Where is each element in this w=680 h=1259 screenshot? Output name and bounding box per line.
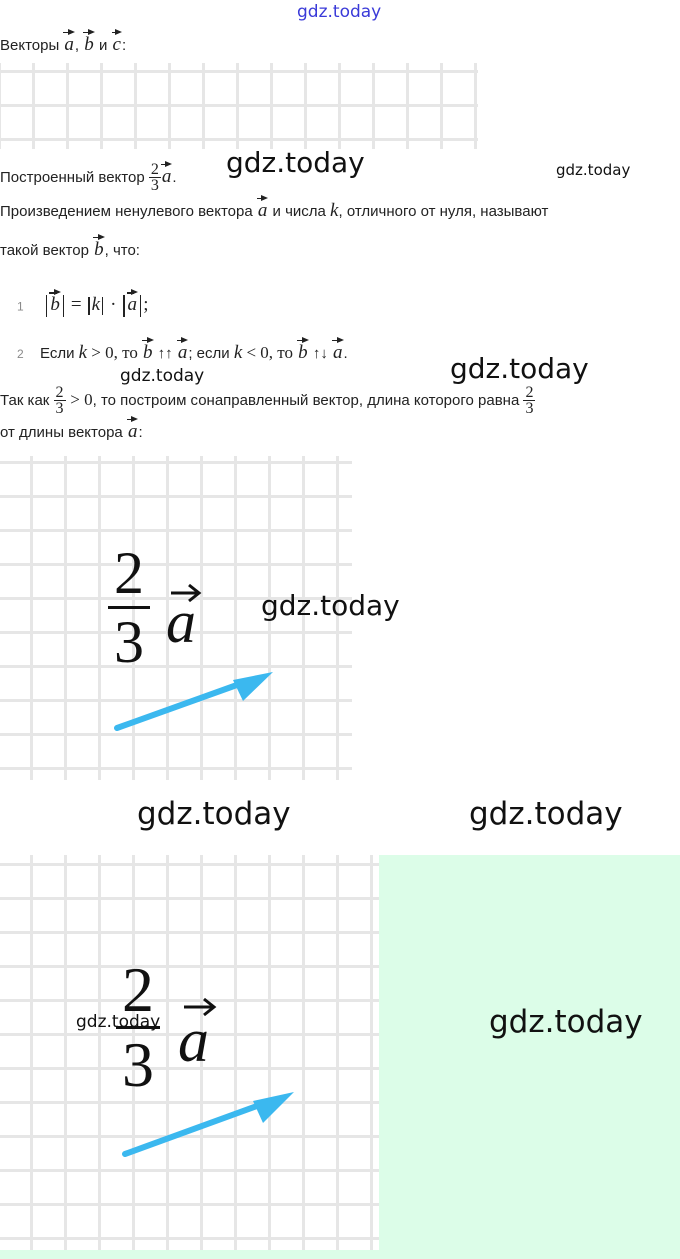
fraction-numerator: 2 xyxy=(525,384,534,401)
watermark: gdz.today xyxy=(137,796,291,832)
definition-text: , отличного от нуля, называют xyxy=(338,203,549,220)
watermark-top: gdz.today xyxy=(297,2,382,22)
fraction-numerator: 2 xyxy=(150,161,159,178)
vector-a: a xyxy=(177,342,188,363)
k-symbol: k xyxy=(78,342,88,363)
vector-a: a xyxy=(333,342,343,363)
watermark: gdz.today xyxy=(489,1004,643,1040)
period: . xyxy=(172,168,177,186)
vector-b: b xyxy=(94,239,104,260)
equals-sign: = xyxy=(70,294,82,316)
list-item xyxy=(17,295,149,317)
figure2-numerator: 2 xyxy=(116,954,160,1029)
fraction-denominator: 3 xyxy=(55,400,64,417)
greater-than-zero: > 0 xyxy=(70,389,93,409)
watermark: gdz.today xyxy=(226,146,365,179)
vector-b: b xyxy=(84,34,94,55)
k-symbol: k xyxy=(233,342,243,363)
definition-text: , что: xyxy=(104,242,140,259)
vector-a: a xyxy=(257,200,268,221)
watermark: gdz.today xyxy=(450,352,589,385)
watermark: gdz.today xyxy=(469,796,623,832)
period: . xyxy=(343,345,348,362)
colon: : xyxy=(138,424,143,441)
list-number: 2 xyxy=(17,347,24,361)
watermark: gdz.today xyxy=(556,161,631,179)
vector-a: a xyxy=(161,165,172,187)
since-text: , то построим сонаправленный вектор, длина которого равна xyxy=(92,391,520,409)
definition-text: и числа xyxy=(272,203,326,220)
since-line xyxy=(0,385,535,416)
definition-line-2 xyxy=(0,240,140,261)
length-line xyxy=(0,422,143,443)
watermark: gdz.today xyxy=(76,1012,161,1032)
vector-b: b xyxy=(50,294,60,316)
definition-line-1 xyxy=(0,201,548,222)
condition-text: Если xyxy=(40,345,75,362)
watermark: gdz.today xyxy=(120,366,205,386)
figure2-denominator: 3 xyxy=(122,1029,154,1100)
vector-b: b xyxy=(143,342,153,363)
opposite-direction-symbol: ↑↓ xyxy=(312,345,328,362)
vector-a: a xyxy=(127,421,138,442)
fraction-denominator: 3 xyxy=(525,400,534,417)
multiply-dot: · xyxy=(110,294,117,316)
vectors-label: Векторы xyxy=(0,37,60,54)
vector-b: b xyxy=(298,342,308,363)
figure2-a-letter: a xyxy=(178,1007,209,1075)
figure1-a-letter: a xyxy=(166,589,196,655)
figure2-vector-arrows xyxy=(0,855,379,1250)
condition-text: < 0, то xyxy=(246,343,293,362)
fraction-denominator: 3 xyxy=(150,177,159,194)
comma: , xyxy=(74,37,80,54)
codirectional-symbol: ↑↑ xyxy=(157,345,173,362)
k-symbol: k xyxy=(91,294,101,316)
grid-strip xyxy=(0,63,478,149)
vector-a: a xyxy=(64,34,74,55)
definition-text: такой вектор xyxy=(0,242,89,259)
vector-a: a xyxy=(127,294,137,316)
length-text: от длины вектора xyxy=(0,424,123,441)
colon: : xyxy=(121,37,127,54)
watermark: gdz.today xyxy=(261,589,400,622)
k-symbol: k xyxy=(330,200,339,221)
fraction-numerator: 2 xyxy=(55,384,64,401)
list-number: 1 xyxy=(17,299,24,314)
constructed-vector-label: Построенный вектор xyxy=(0,168,145,186)
since-text: Так как xyxy=(0,391,50,409)
vectors-intro xyxy=(0,35,126,56)
definition-text: Произведением ненулевого вектора xyxy=(0,203,253,220)
constructed-vector-line xyxy=(0,162,177,193)
figure1-numerator: 2 xyxy=(108,540,150,609)
condition-text: > 0, то xyxy=(91,343,138,362)
and-word: и xyxy=(98,37,108,54)
list-item xyxy=(17,343,348,364)
condition-text: ; если xyxy=(188,345,230,362)
semicolon: ; xyxy=(143,294,149,316)
figure1-denominator: 3 xyxy=(114,609,144,675)
vector-c: c xyxy=(112,34,121,55)
